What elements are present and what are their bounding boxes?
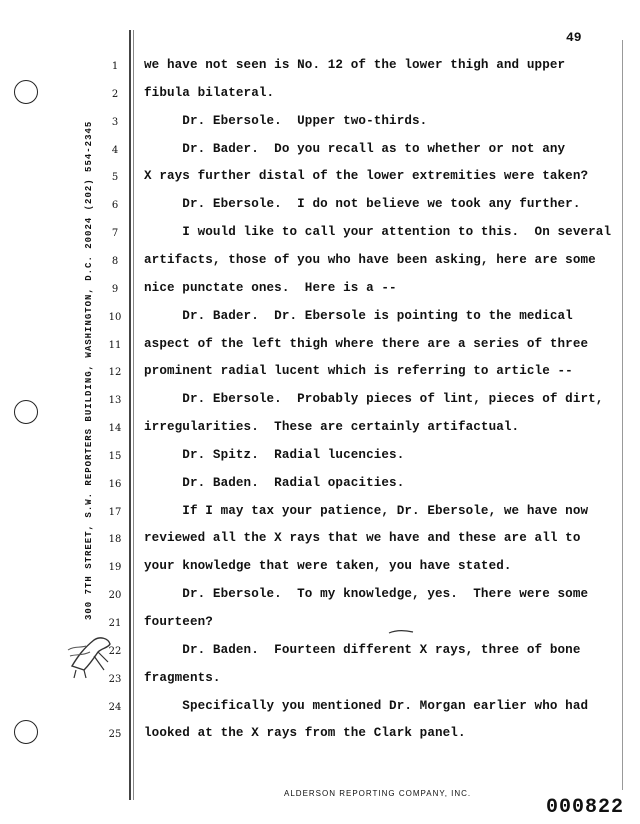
transcript-line: Dr. Ebersole. I do not believe we took any further. [144,197,581,212]
line-number: 11 [108,339,122,351]
line-number: 24 [108,701,122,713]
transcript-line: nice punctate ones. Here is a -- [144,280,397,295]
line-number: 9 [111,283,119,295]
page-number: 49 [566,30,582,45]
line-number: 6 [111,200,119,212]
line-number: 17 [108,506,122,518]
transcript-line: Dr. Baden. Radial opacities. [144,475,405,490]
bates-number: 000822 [546,796,625,819]
line-number: 1 [111,61,119,72]
binder-hole-top [14,80,38,104]
footer-company: ALDERSON REPORTING COMPANY, INC. [284,789,472,798]
transcript-line: Dr. Bader. Dr. Ebersole is pointing to the medical [144,308,573,323]
transcript-line: Dr. Ebersole. To my knowledge, yes. There were some [144,587,589,602]
transcript-line: fragments. [144,670,221,685]
line-number: 3 [111,116,119,128]
binder-hole-middle [14,400,38,424]
transcript-line: we have not seen is No. 12 of the lower thigh and upper [144,58,566,72]
line-number: 25 [108,729,122,741]
transcript-line: prominent radial lucent which is referring to article -- [144,364,573,379]
margin-rule-left-inner [133,30,134,800]
line-number: 2 [111,88,119,100]
line-number: 22 [108,645,122,657]
transcript-line: looked at the X rays from the Clark panel. [144,726,466,741]
transcript-line: fourteen? [144,615,213,629]
transcript-line: artifacts, those of you who have been asking, here are some [144,252,596,267]
line-number: 19 [108,562,122,574]
transcript-line: If I may tax your patience, Dr. Ebersole, we have now [144,503,589,518]
transcript-line: Dr. Ebersole. Upper two-thirds. [144,113,428,128]
transcript-line: Dr. Baden. Fourteen different X rays, three of bone [144,642,581,657]
line-number: 14 [108,423,122,435]
line-number: 12 [108,367,122,379]
line-number: 13 [108,395,122,407]
margin-rule-left [129,30,131,800]
pen-mark [388,628,414,636]
line-number: 16 [108,478,122,490]
margin-rule-right [622,40,623,790]
line-number: 10 [108,311,122,323]
transcript-line: irregularities. These are certainly artifactual. [144,420,520,435]
line-number: 15 [108,450,122,462]
line-number: 20 [108,590,122,602]
line-number: 7 [111,228,119,240]
transcript-line: fibula bilateral. [144,85,275,100]
transcript-line: aspect of the left thigh where there are a series of three [144,336,589,351]
binder-hole-bottom [14,720,38,744]
transcript-line: X rays further distal of the lower extremities were taken? [144,169,589,184]
line-number: 23 [108,673,122,685]
line-number: 18 [108,534,122,546]
transcript-line: Dr. Spitz. Radial lucencies. [144,447,405,462]
line-number: 8 [111,255,119,267]
line-number: 4 [111,144,119,156]
line-number: 21 [108,618,122,629]
transcript-line: Dr. Bader. Do you recall as to whether or not any [144,141,566,156]
side-address: 300 7TH STREET, S.W. REPORTERS BUILDING, WASHINGTON, D.C. 20024 (202) 554-2345 [84,120,94,620]
transcript-line: Specifically you mentioned Dr. Morgan earlier who had [144,698,589,713]
transcript-line: reviewed all the X rays that we have and these are all to [144,531,581,546]
transcript-line: your knowledge that were taken, you have stated. [144,559,512,574]
transcript-line: Dr. Ebersole. Probably pieces of lint, pieces of dirt, [144,392,604,407]
line-number: 5 [111,172,119,184]
transcript-line: I would like to call your attention to this. On several [144,225,612,240]
